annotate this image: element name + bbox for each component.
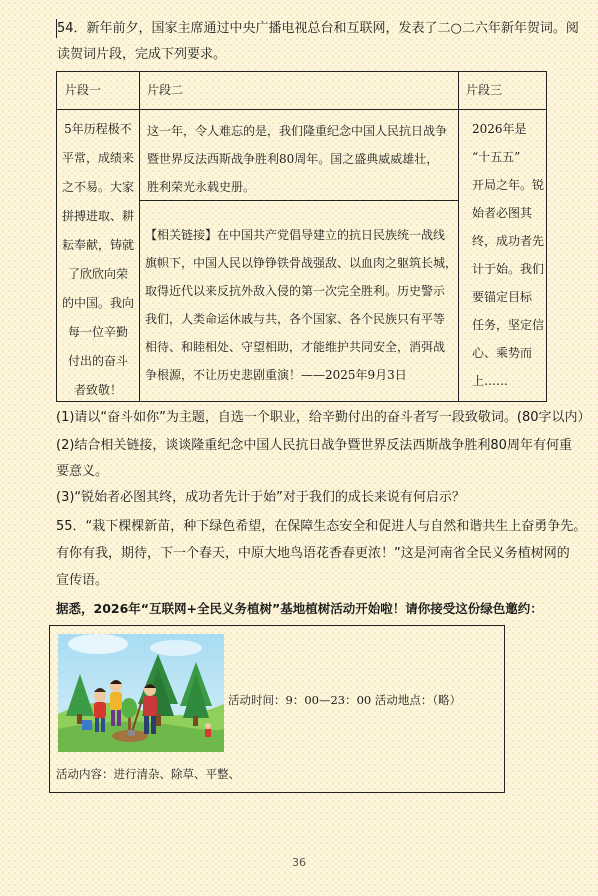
page-number: 36 bbox=[292, 856, 306, 869]
q54-intro-line2: 读贺词片段，完成下列要求。 bbox=[57, 47, 227, 62]
q54-number: 54 bbox=[57, 21, 74, 36]
question-2-line2: 要意义。 bbox=[56, 464, 109, 479]
activity-content: 活动内容：进行清杂、除草、平整、 bbox=[56, 767, 240, 781]
activity-time-place: 活动时间：9：00—23：00 活动地点：（略） bbox=[228, 693, 462, 707]
excerpt-table bbox=[56, 71, 547, 402]
q55-line2: 有你有我，期待，下一个春天，中原大地鸟语花香春更浓！”这是河南省全民义务植树网的 bbox=[56, 546, 570, 561]
q55-line1: 55．“栽下棵棵新苗，种下绿色希望，在保障生态安全和促进人与自然和谐共生上奋勇争先。 bbox=[56, 519, 587, 534]
question-1: (1)请以“奋斗如你”为主题，自选一个职业，给辛勤付出的奋斗者写一段致敬词。(80字以内） bbox=[56, 410, 591, 425]
related-link-text: 【相关链接】在中国共产党倡导建立的抗日民族统一战线 旗帜下，中国人民以铮铮铁骨战强敌、以血肉之躯筑长城， 取得近代以来反抗外敌入侵的第一次完全胜利。历史警示 我们，人类命运休戚与共，各个国家、各个民族只有平等 相待、和睦相处、守望相助，才能维护共同安全，消弭战 争根源，不让历史悲剧重演！——2025年9月3日 bbox=[145, 228, 458, 382]
table-header-seg2: 片段二 bbox=[147, 83, 184, 97]
q55-line3: 宣传语。 bbox=[56, 573, 109, 588]
table-header-seg3: 片段三 bbox=[466, 83, 503, 97]
q54-intro-line1: 54．新年前夕，国家主席通过中央广播电视总台和互联网，发表了二○二六年新年贺词。阅 bbox=[57, 21, 579, 36]
tree-planting-illustration bbox=[58, 634, 224, 752]
segment1-text: 5年历程极不 平常，成绩来 之不易。大家 拼搏进取、耕 耘奉献，铸就 了欣欣向荣 的中国。我向 每一位辛勤 付出的奋斗 者致敬！ bbox=[61, 122, 134, 397]
q55-line4: 据悉，2026年“互联网+全民义务植树”基地植树活动开始啦！请你接受这份绿色邀约： bbox=[56, 601, 543, 616]
question-3: (3)“锐始者必图其终，成功者先计于始”对于我们的成长来说有何启示？ bbox=[56, 490, 465, 505]
segment3-text: 2026年是 “十五五” 开局之年。锐 始者必图其 终，成功者先 计于始。我们 要锚定目标 任务，坚定信 心、乘势而 上…… bbox=[472, 122, 545, 388]
question-2-line1: (2)结合相关链接，谈谈隆重纪念中国人民抗日战争暨世界反法西斯战争胜利80周年有何重 bbox=[56, 438, 572, 453]
activity-box bbox=[49, 625, 505, 793]
segment2-text: 这一年，令人难忘的是，我们隆重纪念中国人民抗日战争 暨世界反法西斯战争胜利80周年。国之盛典威威雄壮， 胜利荣光永载史册。 bbox=[147, 124, 448, 194]
table-header-seg1: 片段一 bbox=[65, 83, 102, 97]
